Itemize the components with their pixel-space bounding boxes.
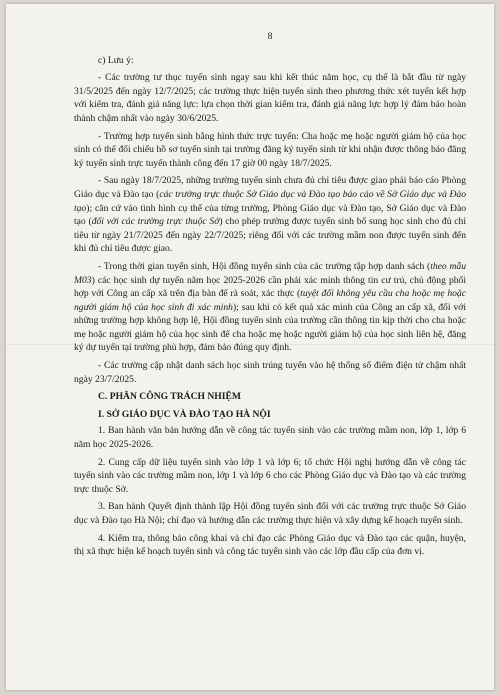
paragraph-private-schools: - Các trường tư thục tuyển sinh ngay sau khi kết thúc năm học, cụ thể là bắt đầu từ ngày 31/5/2025 đến ngày 12/7/2025; các trường thực hiện tuyển sinh theo phương thức xét tuyển kết hợp với kiểm tra, đánh giá năng lực: lựa chọn thời gian kiểm tra, đánh giá năng lực hợp lý đảm bảo hoàn thành chậm nhất vào ngày 30/6/2025. (74, 72, 466, 124)
paragraph-supplementary-enrollment (74, 174, 466, 256)
p4-text-a: - Trong thời gian tuyển sinh, Hội đồng tuyển sinh của các trường tập hợp danh sách ( (98, 260, 431, 272)
p4-italic-b: tuyệt đối không yêu cầu cha hoặc mẹ hoặc người giám hộ của học sinh đi xác minh (74, 288, 466, 313)
list-item-2: 2. Cung cấp dữ liệu tuyển sinh vào lớp 1 và lớp 6; tổ chức Hội nghị hướng dẫn về công tác tuyển sinh vào các trường mầm non, lớp 1 và lớp 6 cho các Phòng Giáo dục và Đào tạo và các trường trực thuộc Sở. (74, 456, 466, 495)
list-item-1: 1. Ban hành văn bản hướng dẫn về công tác tuyển sinh vào các trường mầm non, lớp 1, lớp 6 năm học 2025-2026. (74, 425, 466, 451)
p3-text-b: ); căn cứ vào tình hình cụ thể của từng trường, Phòng Giáo dục và Đào tạo, Sở Giáo dục và Đào tạo ( (74, 202, 466, 228)
p3-italic-b: đối với các trường trực thuộc Sở (91, 216, 220, 228)
p4-text-b: ) các học sinh dự tuyển năm học 2025-2026 cần phải xác minh thông tin cư trú, chủ động phối hợp với Công an cấp xã trên địa bàn để rà soát, xác thực ( (74, 274, 466, 300)
section-heading-responsibilities: C. PHÂN CÔNG TRÁCH NHIỆM (98, 391, 241, 403)
document-page (6, 4, 494, 690)
p4-text-c: ); sau khi có kết quả xác minh của Công an cấp xã, đối với những trường hợp không hợp lệ, Hội đồng tuyển sinh của trường cần thông tin kịp thời cho cha hoặc mẹ hoặc người giám hộ của học sinh để cha hoặc mẹ hoặc người giám hộ của học sinh liên hệ, đăng ký dự tuyển tại trường phù hợp, đảm bảo đúng quy định. (74, 301, 466, 354)
note-heading: c) Lưu ý: (98, 54, 134, 66)
section-heading-department: I. SỞ GIÁO DỤC VÀ ĐÀO TẠO HÀ NỘI (98, 408, 271, 420)
p3-text-c: ) cho phép trường được tuyển sinh bổ sung học sinh cho đủ chỉ tiêu từ ngày 21/7/2025 đến ngày 22/7/2025; riêng đối với các trường mầm non được tuyển sinh đến khi đủ chỉ tiêu được giao. (74, 216, 466, 255)
p4-italic-a: theo mẫu M03 (74, 260, 466, 286)
page-number: 8 (267, 31, 273, 42)
p3-text-a: - Sau ngày 18/7/2025, những trường tuyển sinh chưa đủ chỉ tiêu được giao phải báo cáo Phòng Giáo dục và Đào tạo ( (74, 175, 466, 200)
paragraph-update-list: - Các trường cập nhật danh sách học sinh trúng tuyển vào hệ thống số điểm điện tử chậm nhất ngày 23/7/2025. (74, 360, 466, 385)
paragraph-residence-verification (74, 260, 466, 355)
paragraph-online-enrollment: - Trường hợp tuyển sinh bằng hình thức trực tuyến: Cha hoặc mẹ hoặc người giám hộ của học sinh có thể đối chiếu hồ sơ tuyển sinh tại trường đăng ký tuyển sinh từ khi nhận được thông báo đăng ký tuyển sinh trực tuyến thành công đến 17 giờ 00 ngày 18/7/2025. (74, 130, 466, 169)
list-item-4: 4. Kiểm tra, thông báo công khai và chỉ đạo các Phòng Giáo dục và Đào tạo các quận, huyện, thị xã thực hiện kế hoạch tuyển sinh và công tác tuyển sinh vào các lớp đầu cấp của đơn vị. (74, 532, 466, 558)
document-body (74, 30, 466, 563)
list-item-3: 3. Ban hành Quyết định thành lập Hội đồng tuyển sinh đối với các trường trực thuộc Sở Giáo dục và Đào tạo Hà Nội; chỉ đạo và hướng dẫn các trường thực hiện và xây dựng kế hoạch tuyển sinh. (74, 501, 466, 526)
p3-italic-a: các trường trực thuộc Sở Giáo dục và Đào tạo báo cáo về Sở Giáo dục và Đào tạo (74, 188, 466, 214)
